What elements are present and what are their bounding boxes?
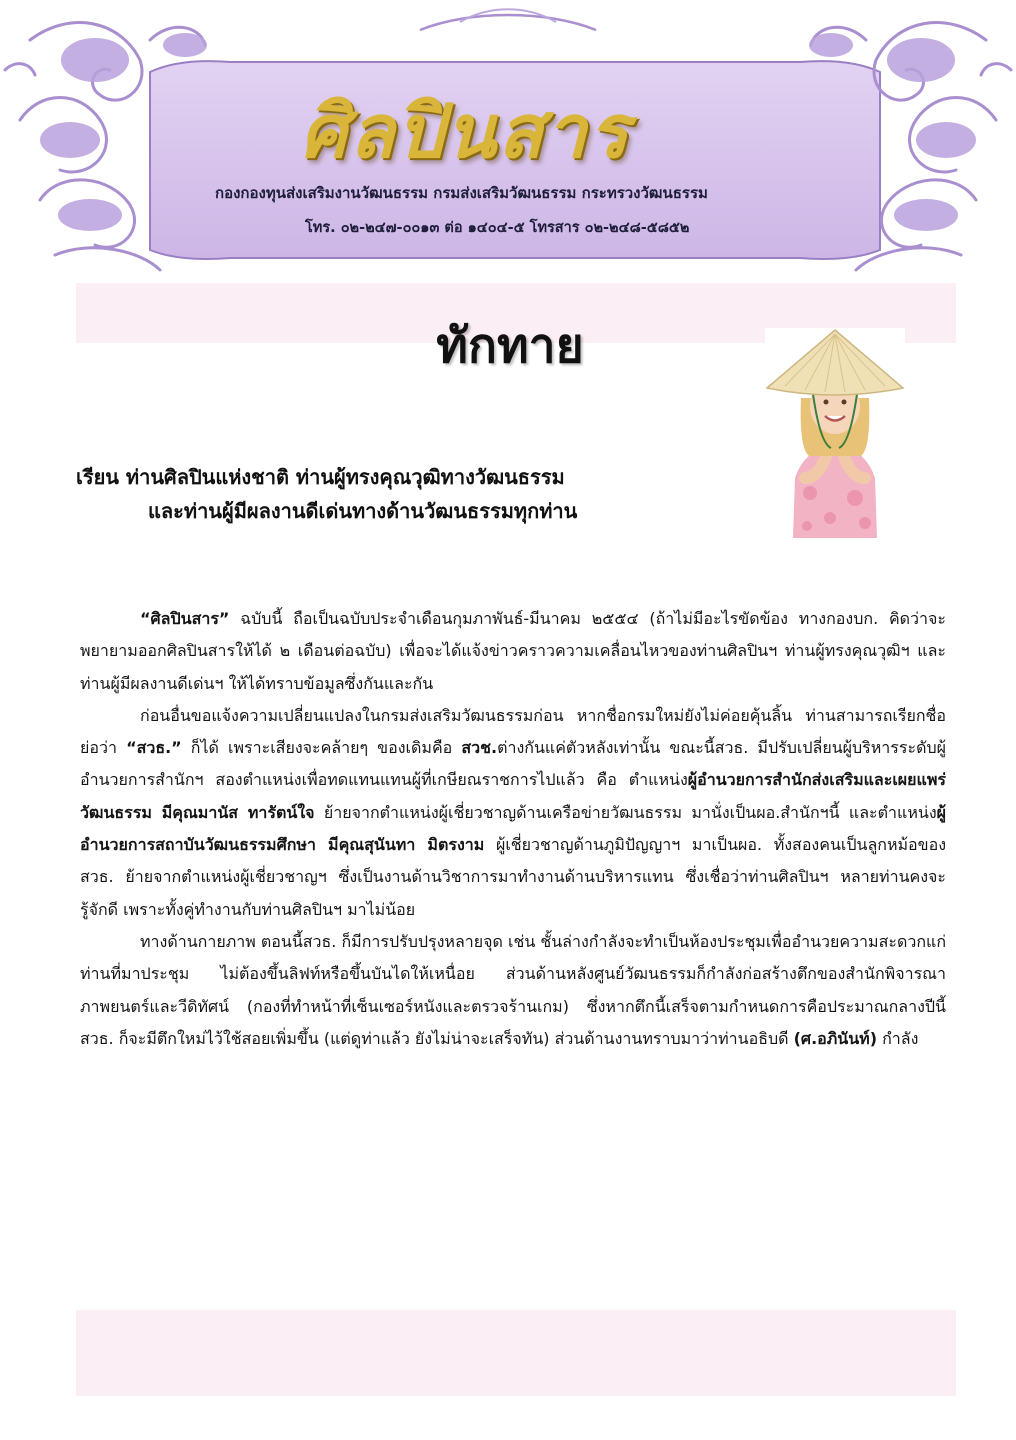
paragraph-3-text-c: กำลัง: [877, 1028, 919, 1048]
paragraph-2-bold-d: สวช.: [461, 738, 498, 758]
paragraph-2-text-a: ก่อนอื่นขอแจ้งความเปลี่ยนแปลงในกรมส่งเสริมวัฒนธรรมก่อน หากชื่อกรมใหม่ยังไม่ค่อยคุ้นลิ้น ท่านสามารถเรียกชื่อย่อว่า: [80, 705, 946, 758]
child-in-conical-hat-photo: [765, 328, 905, 538]
magazine-name-bold: “ศิลปินสาร”: [140, 609, 230, 628]
paragraph-2-text-i: ผู้เชี่ยวชาญด้านภูมิปัญญาฯ มาเป็นผอ. ทั้งสองคนเป็นลูกหม้อของสวธ. ย้ายจากตำแหน่งผู้เชี่ยวชาญฯ ซึ่งเป็นงานด้านวิชาการมาทำงานด้านบริหารแทน ซึ่งเชื่อว่าท่านศิลปินฯ หลายท่านคงจะรู้จักดี เพราะทั้งคู่ทำงานกับท่านศิลปินฯ มาไม่น้อย: [80, 835, 947, 919]
salutation-line-2: และท่านผู้มีผลงานดีเด่นทางด้านวัฒนธรรมทุกท่าน: [148, 499, 578, 523]
paragraph-2: [80, 700, 946, 926]
magazine-title: ศิลปินสาร: [300, 89, 631, 175]
contact-line: โทร. ๐๒-๒๔๗-๐๐๑๓ ต่อ ๑๔๐๔-๕ โทรสาร ๐๒-๒๔๘-๕๘๕๒: [305, 220, 690, 236]
paragraph-1: [80, 603, 946, 700]
paragraph-1-text: ฉบับนี้ ถือเป็นฉบับประจำเดือนกุมภาพันธ์-มีนาคม ๒๕๕๔ (ถ้าไม่มีอะไรขัดข้อง ทางกองบก. คิดว่าจะพยายามออกศิลปินสารให้ได้ ๒ เดือนต่อฉบับ) เพื่อจะได้แจ้งข่าวคราวความเคลื่อนไหวของท่านศิลปินฯ ท่านผู้ทรงคุณวุฒิฯ และท่านผู้มีผลงานดีเด่นฯ ให้ได้ทราบข้อมูลซึ่งกันและกัน: [80, 609, 946, 693]
footer-strip: [76, 1310, 956, 1396]
paragraph-3-bold-b: (ศ.อภินันท์): [793, 1028, 878, 1048]
salutation-line-1: เรียน ท่านศิลปินแห่งชาติ ท่านผู้ทรงคุณวุฒิทางวัฒนธรรม: [76, 465, 565, 489]
paragraph-2-text-c: ก็ได้ เพราะเสียงจะคล้ายๆ ของเดิมคือ: [181, 738, 462, 758]
salutation: [76, 460, 776, 528]
organization-line: กองกองทุนส่งเสริมงานวัฒนธรรม กรมส่งเสริมวัฒนธรรม กระทรวงวัฒนธรรม: [215, 184, 708, 202]
paragraph-2-text-e: ต่างกันแค่ตัวหลังเท่านั้น ขณะนี้สวธ. มีปรับเปลี่ยนผู้บริหารระดับผู้อำนวยการสำนักฯ สองตำแหน่งเพื่อทดแทนแทนผู้ที่เกษียณราชการไปแล้ว คือ ตำแหน่ง: [80, 738, 946, 790]
paragraph-2-bold-h: ผู้อำนวยการสถาบันวัฒนธรรมศึกษา มีคุณสุนันทา มิตรงาม: [80, 802, 947, 855]
paragraph-2-bold-f: ผู้อำนวยการสำนักส่งเสริมและเผยแพร่วัฒนธรรม มีคุณมานัส ทารัตน์ใจ: [80, 770, 946, 822]
masthead-banner: [0, 0, 1016, 280]
section-title: ทักทาย: [436, 318, 584, 374]
paragraph-2-bold-b: “สวธ.”: [126, 738, 182, 758]
paragraph-3-text-a: ทางด้านกายภาพ ตอนนี้สวธ. ก็มีการปรับปรุงหลายจุด เช่น ชั้นล่างกำลังจะทำเป็นห้องประชุมเพื่ออำนวยความสะดวกแก่ท่านที่มาประชุม ไม่ต้องขึ้นลิฟท์หรือขึ้นบันไดให้เหนื่อย ส่วนด้านหลังศูนย์วัฒนธรรมก็กำลังก่อสร้างตึกของสำนักพิจารณาภาพยนตร์และวีดิทัศน์ (กองที่ทำหน้าที่เซ็นเซอร์หนังและตรวจร้านเกม) ซึ่งหากตึกนี้เสร็จตามกำหนดการคือประมาณกลางปีนี้ สวธ. ก็จะมีตึกใหม่ไว้ใช้สอยเพิ่มขึ้น (แต่ดูท่าแล้ว ยังไม่น่าจะเสร็จทัน) ส่วนด้านงานทราบมาว่าท่านอธิบดี: [80, 931, 946, 1048]
article-body: [80, 603, 946, 1055]
paragraph-3: [80, 926, 946, 1055]
paragraph-2-text-g: ย้ายจากตำแหน่งผู้เชี่ยวชาญด้านเครือข่ายวัฒนธรรม มานั่งเป็นผอ.สำนักฯนี้ และตำแหน่ง: [314, 802, 937, 822]
